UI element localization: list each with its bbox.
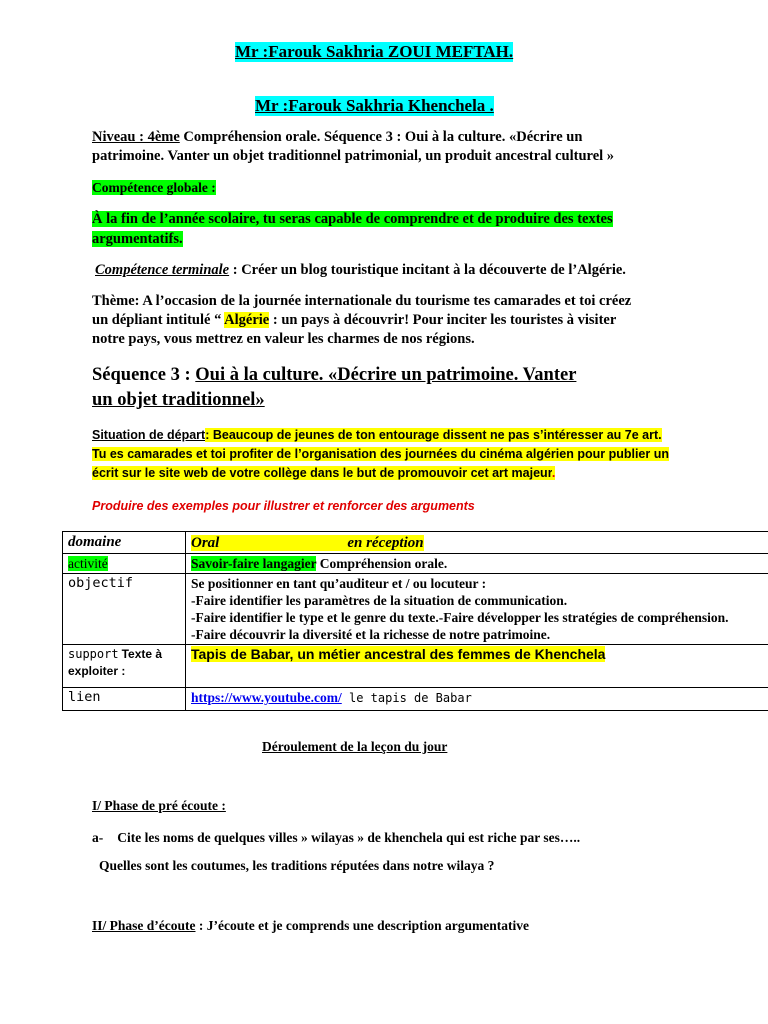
table-row-domaine [63, 532, 768, 554]
domaine-label: domaine [63, 532, 186, 554]
lien-value: https://www.youtube.com/ le tapis de Babar [186, 688, 768, 711]
activite-value: Savoir-faire langagier Compréhension orale. [186, 554, 768, 574]
theme-line-2: un dépliant intitulé “ Algérie : un pays à découvrir! Pour inciter les touristes à visiter [92, 312, 617, 328]
objectif-item: -Faire identifier les paramètres de la situation de communication. [191, 593, 568, 608]
phase-1-item-a: a- Cite les noms de quelques villes » wilayas » de khenchela qui est riche par ses….. [92, 830, 581, 845]
deroulement-heading: Déroulement de la leçon du jour [262, 739, 448, 754]
competence-terminale-text: : Créer un blog touristique incitant à la découverte de l’Algérie. [229, 262, 626, 278]
phase-2-title: II/ Phase d’écoute : J’écoute et je comprends une description argumentative [92, 918, 529, 933]
support-value: Tapis de Babar, un métier ancestral des femmes de Khenchela [186, 645, 768, 688]
situation-line-2: Tu es camarades et toi profiter de l’organisation des journées du cinéma algérien pour publier un [92, 447, 669, 461]
situation-label: Situation de départ [92, 428, 206, 442]
phase-1-question: Quelles sont les coutumes, les traditions réputées dans notre wilaya ? [99, 858, 495, 873]
objectif-item: Se positionner en tant qu’auditeur et / ou locuteur : [191, 576, 487, 591]
theme-line-1: Thème: A l’occasion de la journée internationale du tourisme tes camarades et toi créez [92, 293, 632, 309]
youtube-link[interactable]: https://www.youtube.com/ [191, 690, 342, 705]
competence-terminale-label: Compétence terminale [95, 262, 230, 278]
teacher-title: Mr :Farouk Sakhria ZOUI MEFTAH. [235, 42, 514, 61]
table-row-lien [63, 688, 768, 711]
activite-label: activité [63, 554, 186, 574]
competence-terminale [95, 262, 626, 279]
theme-line-3: notre pays, vous mettrez en valeur les charmes de nos régions. [92, 331, 475, 347]
niveau-line [92, 129, 582, 146]
sequence-heading-1: Séquence 3 : Oui à la culture. «Décrire un patrimoine. Vanter [92, 365, 577, 385]
table-row-support [63, 645, 768, 688]
objectif-item: -Faire découvrir la diversité et la richesse de notre patrimoine. [191, 627, 551, 642]
competence-globale-text-2: argumentatifs. [92, 231, 183, 247]
table-row-objectif [63, 574, 768, 645]
niveau-description: Compréhension orale. Séquence 3 : Oui à la culture. «Décrire un [179, 129, 583, 145]
teacher-location-title: Mr :Farouk Sakhria Khenchela . [255, 96, 494, 115]
lien-label: lien [63, 688, 186, 711]
lesson-table [62, 531, 768, 711]
table-row-activite [63, 554, 768, 574]
objectif-value [186, 574, 768, 645]
niveau-line-2: patrimoine. Vanter un objet traditionnel patrimonial, un produit ancestral culturel » [92, 148, 615, 164]
situation-line-3: écrit sur le site web de votre collège dans le but de promouvoir cet art majeur. [92, 466, 556, 480]
situation-line-1: Situation de départ: Beaucoup de jeunes de ton entourage dissent ne pas s’intéresser au 7e art. [92, 428, 662, 442]
competence-globale-label: Compétence globale : [92, 180, 216, 195]
theme-highlight: Algérie [224, 312, 270, 328]
red-note: Produire des exemples pour illustrer et renforcer des arguments [92, 499, 475, 513]
support-label: support Texte à exploiter : [63, 645, 186, 688]
objectif-label: objectif [63, 574, 186, 645]
sequence-heading-2: un objet traditionnel» [92, 390, 265, 410]
phase-1-title: I/ Phase de pré écoute : [92, 798, 226, 813]
niveau-label: Niveau : 4ème [92, 129, 180, 145]
domaine-value: Oral en réception [186, 532, 768, 554]
objectif-item: -Faire identifier le type et le genre du texte.-Faire développer les stratégies de compréhension. [191, 610, 729, 625]
competence-globale-text-1: À la fin de l’année scolaire, tu seras capable de comprendre et de produire des textes [92, 211, 613, 227]
